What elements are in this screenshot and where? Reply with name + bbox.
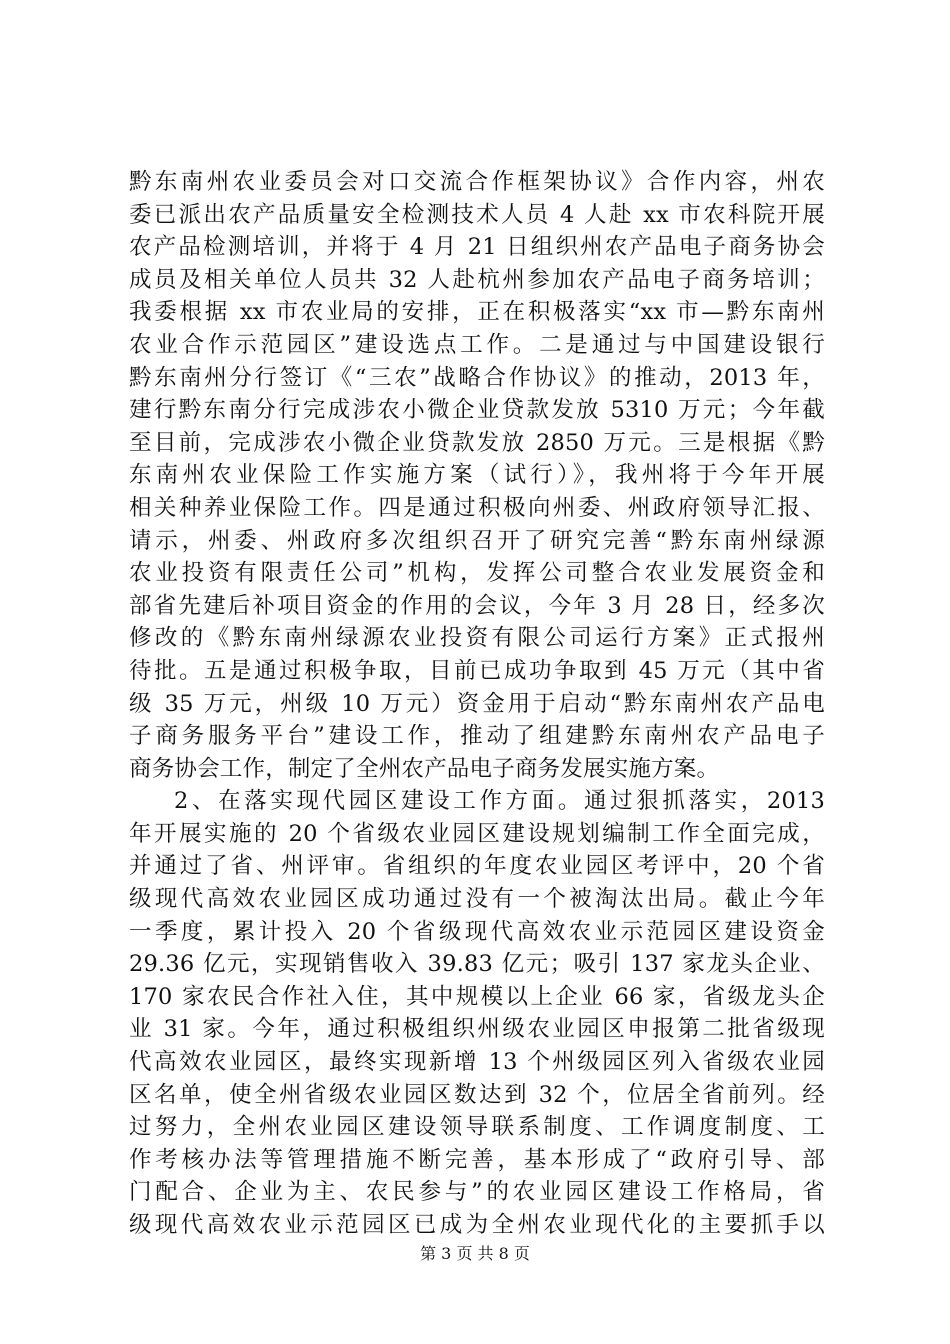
- text-line: 年开展实施的 20 个省级农业园区建设规划编制工作全面完成，: [129, 820, 825, 847]
- text-line: 业 31 家。今年，通过积极组织州级农业园区申报第二批省级现: [129, 1016, 825, 1043]
- text-line: 请示，州委、州政府多次组织召开了研究完善“黔东南州绿源: [129, 527, 825, 554]
- text-line: 我委根据 xx 市农业局的安排，正在积极落实“xx 市—黔东南州: [129, 299, 825, 326]
- text-line: 修改的《黔东南州绿源农业投资有限公司运行方案》正式报州: [129, 625, 825, 652]
- text-line: 代高效农业园区，最终实现新增 13 个州级园区列入省级农业园: [129, 1049, 825, 1076]
- text-line: 作考核办法等管理措施不断完善，基本形成了“政府引导、部: [129, 1146, 825, 1173]
- text-line: 170 家农民合作社入住，其中规模以上企业 66 家，省级龙头企: [129, 983, 825, 1010]
- text-line: 农产品检测培训，并将于 4 月 21 日组织州农产品电子商务协会: [129, 234, 825, 261]
- text-line: 子商务服务平台”建设工作，推动了组建黔东南州农产品电子: [129, 723, 825, 750]
- text-line: 商务协会工作，制定了全州农产品电子商务发展实施方案。: [129, 755, 720, 782]
- text-line: 待批。五是通过积极争取，目前已成功争取到 45 万元（其中省: [129, 657, 825, 684]
- text-line: 区名单，使全州省级农业园区数达到 32 个，位居全省前列。经: [129, 1081, 825, 1108]
- text-line: 级现代高效农业示范园区已成为全州农业现代化的主要抓手以: [129, 1212, 825, 1238]
- text-line: 2、在落实现代园区建设工作方面。通过狠抓落实，2013: [174, 788, 825, 815]
- text-line: 级现代高效农业园区成功通过没有一个被淘汰出局。截止今年: [129, 886, 825, 913]
- text-line: 建行黔东南分行完成涉农小微企业贷款发放 5310 万元；今年截: [129, 397, 825, 424]
- text-line: 黔东南州农业委员会对口交流合作框架协议》合作内容，州农: [129, 169, 825, 195]
- text-line: 29.36 亿元，实现销售收入 39.83 亿元；吸引 137 家龙头企业、: [129, 951, 825, 978]
- text-line: 级 35 万元，州级 10 万元）资金用于启动“黔东南州农产品电: [129, 690, 825, 717]
- text-line: 至目前，完成涉农小微企业贷款发放 2850 万元。三是根据《黔: [129, 429, 825, 456]
- document-body: [129, 166, 825, 1242]
- text-line: 黔东南州分行签订《“三农”战略合作协议》的推动，2013 年，: [129, 364, 825, 391]
- text-line: 门配合、企业为主、农民参与”的农业园区建设工作格局，省: [129, 1179, 825, 1206]
- text-line: 成员及相关单位人员共 32 人赴杭州参加农产品电子商务培训；: [129, 266, 825, 293]
- text-line: 相关种养业保险工作。四是通过积极向州委、州政府领导汇报、: [129, 494, 825, 521]
- text-line: 并通过了省、州评审。省组织的年度农业园区考评中，20 个省: [129, 853, 825, 880]
- text-line: 农业投资有限责任公司”机构，发挥公司整合农业发展资金和: [129, 560, 825, 587]
- text-line: 委已派出农产品质量安全检测技术人员 4 人赴 xx 市农科院开展: [129, 201, 825, 228]
- text-line: 部省先建后补项目资金的作用的会议，今年 3 月 28 日，经多次: [129, 592, 825, 619]
- text-line: 东南州农业保险工作实施方案（试行）》，我州将于今年开展: [129, 462, 825, 489]
- text-line: 过努力，全州农业园区建设领导联系制度、工作调度制度、工: [129, 1114, 825, 1141]
- text-line: 一季度，累计投入 20 个省级现代高效农业示范园区建设资金: [129, 918, 825, 945]
- page-footer: 第 3 页 共 8 页: [420, 1244, 530, 1263]
- text-line: 农业合作示范园区”建设选点工作。二是通过与中国建设银行: [129, 331, 825, 358]
